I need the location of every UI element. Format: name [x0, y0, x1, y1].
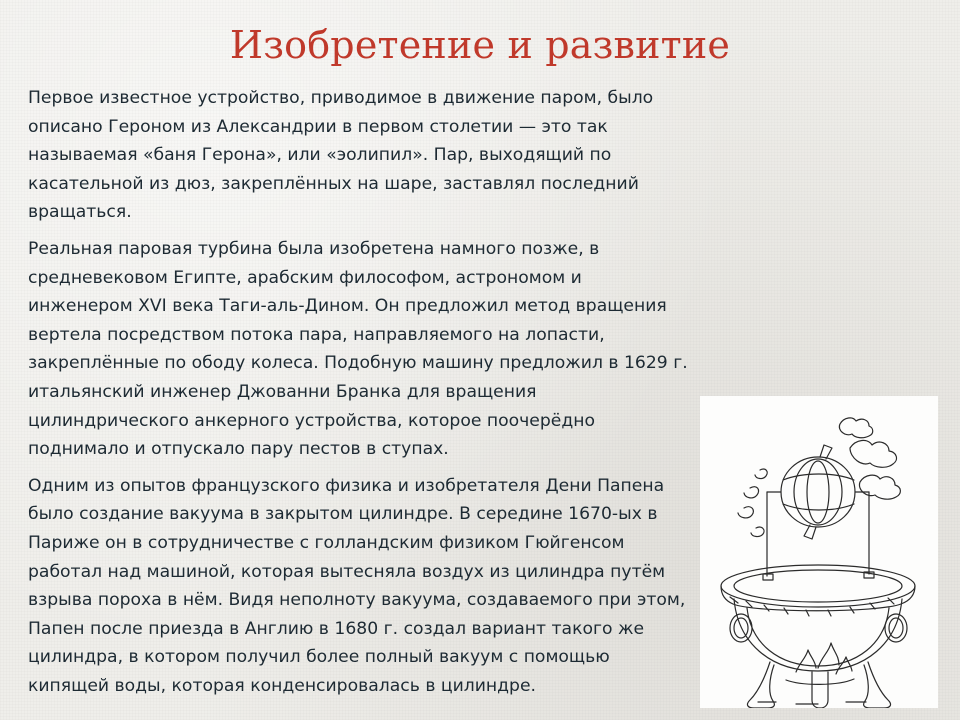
page-title: Изобретение и развитие [229, 23, 731, 67]
aeolipile-illustration [700, 396, 938, 708]
aeolipile-engraving-icon [700, 396, 938, 708]
paragraph-3: Одним из опытов французского физика и изобретателя Дени Папена было создание вакуума в закрытом цилиндре. В середине 1670-ых в Париже он в сотрудничестве с голландским физиком Гюйгенсом работал над машиной, которая вытесняла воздух из цилиндра путём взрыва пороха в нём. Видя неполноту вакуума, создаваемого при этом, Папен после приезда в Англию в 1680 г. создал вариант такого же цилиндра, в котором получил более полный вакуум с помощью кипящей воды, которая конденсировалась в цилиндре. [28, 475, 686, 696]
slide-body-text [28, 84, 688, 700]
paragraph-1: Первое известное устройство, приводимое в движение паром, было описано Героном из Александрии в первом столетии — это так называемая «баня Герона», или «эолипил». Пар, выходящий по касательной из дюз, закреплённых на шаре, заставлял последний вращаться. [28, 88, 654, 223]
paragraph-2: Реальная паровая турбина была изобретена намного позже, в средневековом Египте, арабским философом, астрономом и инженером XVI века Таги-аль-Дином. Он предложил метод вращения вертела посредством потока пара, направляемого на лопасти, закреплённые по ободу колеса. Подобную машину предложил в 1629 г. итальянский инженер Джованни Бранка для вращения цилиндрического анкерного устройства, которое поочерёдно поднимало и отпускало пару пестов в ступах. [28, 238, 688, 460]
